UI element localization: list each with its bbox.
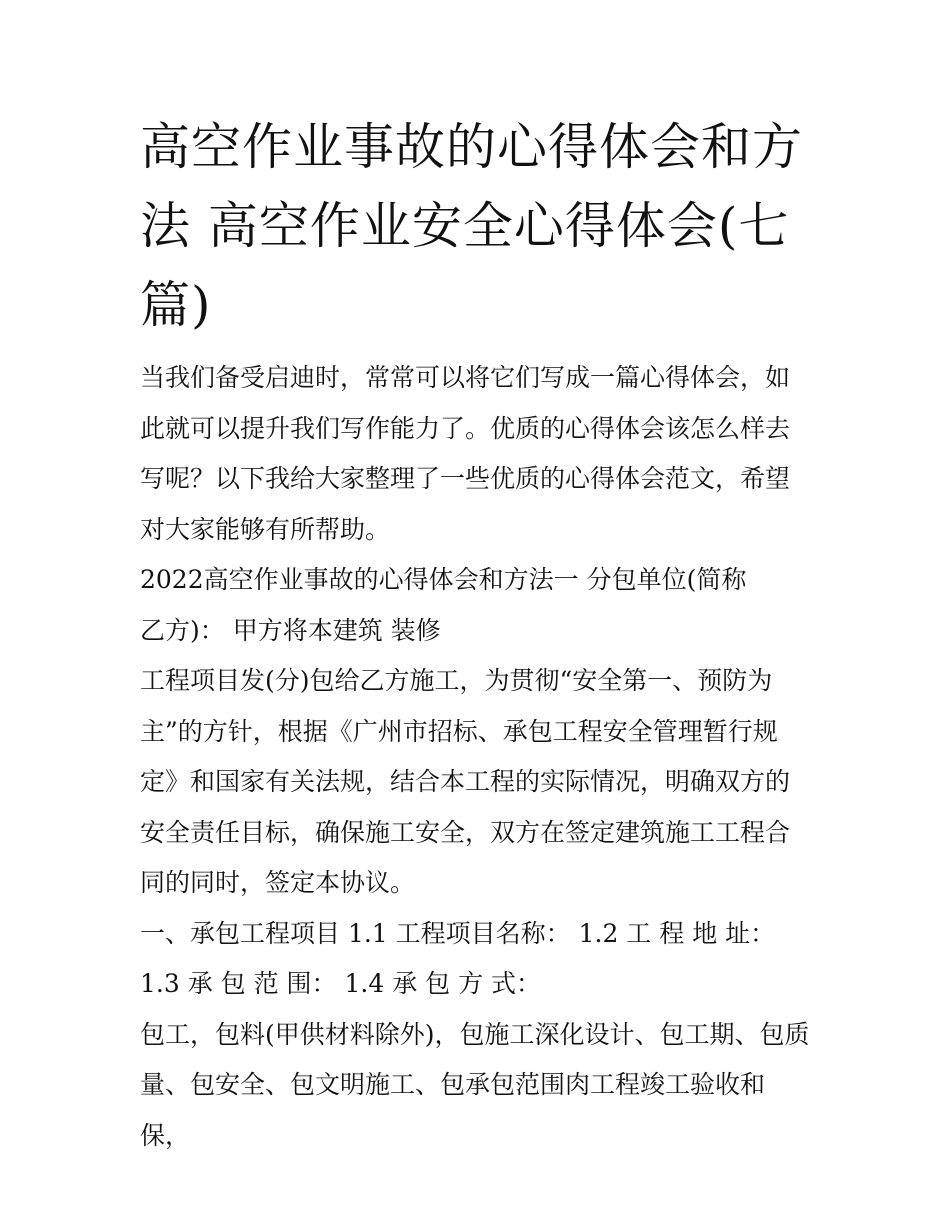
paragraph-section-heading: 2022高空作业事故的心得体会和方法一 分包单位(简称乙方)： 甲方将本建筑 装修 xyxy=(140,565,747,645)
paragraph-project-items: 一、承包工程项目 1.1 工程项目名称： 1.2 工 程 地 址： 1.3 承 包 范 围： 1.4 承 包 方 式： xyxy=(140,918,776,998)
document-title: 高空作业事故的心得体会和方法 高空作业安全心得体会(七篇) xyxy=(140,118,803,334)
paragraph-agreement-purpose: 工程项目发(分)包给乙方施工，为贯彻“安全第一、预防为主”的方针，根据《广州市招标、承包工程安全管理暂行规定》和国家有关法规，结合本工程的实际情况，明确双方的安全责任目标，确保施工安全，双方在签定建筑施工工程合同的同时，签定本协议。 xyxy=(140,666,791,897)
paragraph-contract-scope: 包工，包料(甲供材料除外)，包施工深化设计、包工期、包质量、包安全、包文明施工、包承包范围肉工程竣工验收和保， xyxy=(140,1019,810,1150)
paragraph-intro: 当我们备受启迪时，常常可以将它们写成一篇心得体会，如此就可以提升我们写作能力了。优质的心得体会该怎么样去写呢？以下我给大家整理了一些优质的心得体会范文，希望对大家能够有所帮助。 xyxy=(140,363,791,544)
document-page xyxy=(140,108,812,1161)
